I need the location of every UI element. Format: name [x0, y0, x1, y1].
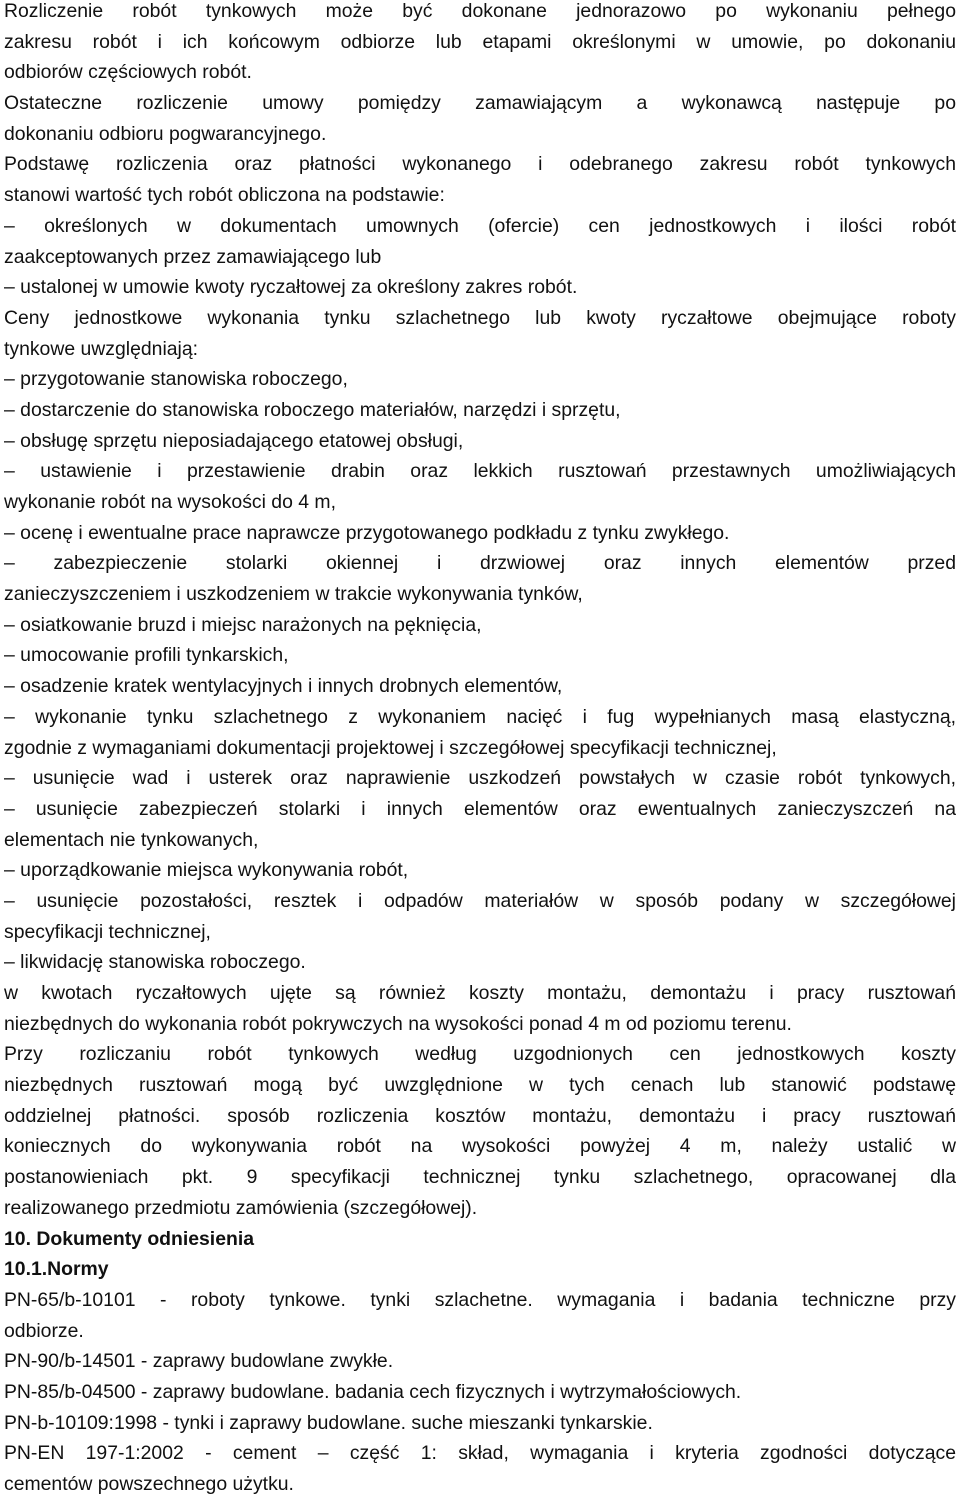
text-line: – umocowanie profili tynkarskich,	[4, 644, 289, 667]
text-line: dokonaniu odbioru pogwarancyjnego.	[4, 122, 327, 145]
text-line: stanowi wartość tych robót obliczona na podstawie:	[4, 184, 445, 207]
text-line: specyfikacji technicznej,	[4, 920, 211, 943]
text-line: Przy rozliczaniu robót tynkowych według uzgodnionych cen jednostkowych koszty	[4, 1043, 956, 1066]
text-line: – ustalonej w umowie kwoty ryczałtowej za określony zakres robót.	[4, 276, 578, 299]
text-line: PN-b-10109:1998 - tynki i zaprawy budowlane. suche mieszanki tynkarskie.	[4, 1411, 653, 1434]
text-line: niezbędnych rusztowań mogą być uwzględnione w tych cenach lub stanowić podstawę	[4, 1074, 956, 1097]
text-line: zgodnie z wymaganiami dokumentacji projektowej i szczegółowej specyfikacji technicznej,	[4, 736, 777, 759]
text-line: Rozliczenie robót tynkowych może być dokonane jednorazowo po wykonaniu pełnego	[4, 0, 956, 22]
text-line: – uporządkowanie miejsca wykonywania robót,	[4, 859, 409, 882]
text-line: PN-85/b-04500 - zaprawy budowlane. badania cech fizycznych i wytrzymałościowych.	[4, 1380, 742, 1403]
text-line: – osadzenie kratek wentylacyjnych i innych drobnych elementów,	[4, 675, 563, 698]
text-line: Podstawę rozliczenia oraz płatności wykonanego i odebranego zakresu robót tynkowych	[4, 153, 956, 176]
section-heading: 10.1.Normy	[4, 1258, 109, 1281]
text-line: Ceny jednostkowe wykonania tynku szlachetnego lub kwoty ryczałtowe obejmujące roboty	[4, 306, 956, 329]
text-line: PN-65/b-10101 - roboty tynkowe. tynki szlachetne. wymagania i badania techniczne przy	[4, 1288, 956, 1311]
text-line: oddzielnej płatności. sposób rozliczenia kosztów montażu, demontażu i pracy rusztowań	[4, 1104, 956, 1127]
text-line: koniecznych do wykonywania robót na wysokości powyżej 4 m, należy ustalić w	[4, 1135, 956, 1158]
text-line: – dostarczenie do stanowiska roboczego materiałów, narzędzi i sprzętu,	[4, 398, 621, 421]
text-line: PN-90/b-14501 - zaprawy budowlane zwykłe.	[4, 1350, 394, 1373]
text-line: tynkowe uwzględniają:	[4, 337, 199, 360]
text-line: – usunięcie pozostałości, resztek i odpadów materiałów w sposób podany w szczegółowej	[4, 889, 956, 912]
text-line: – osiatkowanie bruzd i miejsc narażonych na pęknięcia,	[4, 613, 482, 636]
text-line: – ustawienie i przestawienie drabin oraz lekkich rusztowań przestawnych umożliwiających	[4, 460, 956, 483]
text-line: – likwidację stanowiska roboczego.	[4, 951, 306, 974]
text-line: elementach nie tynkowanych,	[4, 828, 259, 851]
text-line: – wykonanie tynku szlachetnego z wykonaniem nacięć i fug wypełnianych masą elastyczną,	[4, 705, 956, 728]
text-line: – zabezpieczenie stolarki okiennej i drzwiowej oraz innych elementów przed	[4, 552, 956, 575]
text-line: PN-EN 197-1:2002 - cement – część 1: skład, wymagania i kryteria zgodności dotyczące	[4, 1442, 956, 1465]
text-line: – przygotowanie stanowiska roboczego,	[4, 368, 348, 391]
text-line: – określonych w dokumentach umownych (ofercie) cen jednostkowych i ilości robót	[4, 214, 956, 237]
text-line: w kwotach ryczałtowych ujęte są również koszty montażu, demontażu i pracy rusztowań	[4, 982, 956, 1004]
text-line: cementów powszechnego użytku.	[4, 1473, 294, 1495]
document-body	[4, 0, 956, 1500]
text-line: realizowanego przedmiotu zamówienia (szczegółowej).	[4, 1196, 478, 1219]
section-heading: 10. Dokumenty odniesienia	[4, 1227, 254, 1250]
text-line: Ostateczne rozliczenie umowy pomiędzy zamawiającym a wykonawcą następuje po	[4, 92, 956, 115]
text-line: odbiorów częściowych robót.	[4, 61, 252, 84]
text-line: postanowieniach pkt. 9 specyfikacji technicznej tynku szlachetnego, opracowanej dla	[4, 1166, 956, 1189]
text-line: zakresu robót i ich końcowym odbiorze lub etapami określonymi w umowie, po dokonaniu	[4, 30, 956, 53]
text-line: wykonanie robót na wysokości do 4 m,	[4, 491, 336, 513]
text-line: zanieczyszczeniem i uszkodzeniem w trakcie wykonywania tynków,	[4, 583, 583, 606]
text-line: niezbędnych do wykonania robót pokrywczych na wysokości ponad 4 m od poziomu terenu.	[4, 1012, 792, 1035]
text-line: odbiorze.	[4, 1319, 84, 1342]
text-line: – usunięcie wad i usterek oraz naprawienie uszkodzeń powstałych w czasie robót tynkowych,	[4, 767, 956, 790]
text-line: – ocenę i ewentualne prace naprawcze przygotowanego podkładu z tynku zwykłego.	[4, 521, 730, 544]
text-line: zaakceptowanych przez zamawiającego lub	[4, 245, 382, 268]
text-line: – obsługę sprzętu nieposiadającego etatowej obsługi,	[4, 429, 464, 452]
text-line: – usunięcie zabezpieczeń stolarki i innych elementów oraz ewentualnych zanieczyszczeń na	[4, 797, 956, 820]
